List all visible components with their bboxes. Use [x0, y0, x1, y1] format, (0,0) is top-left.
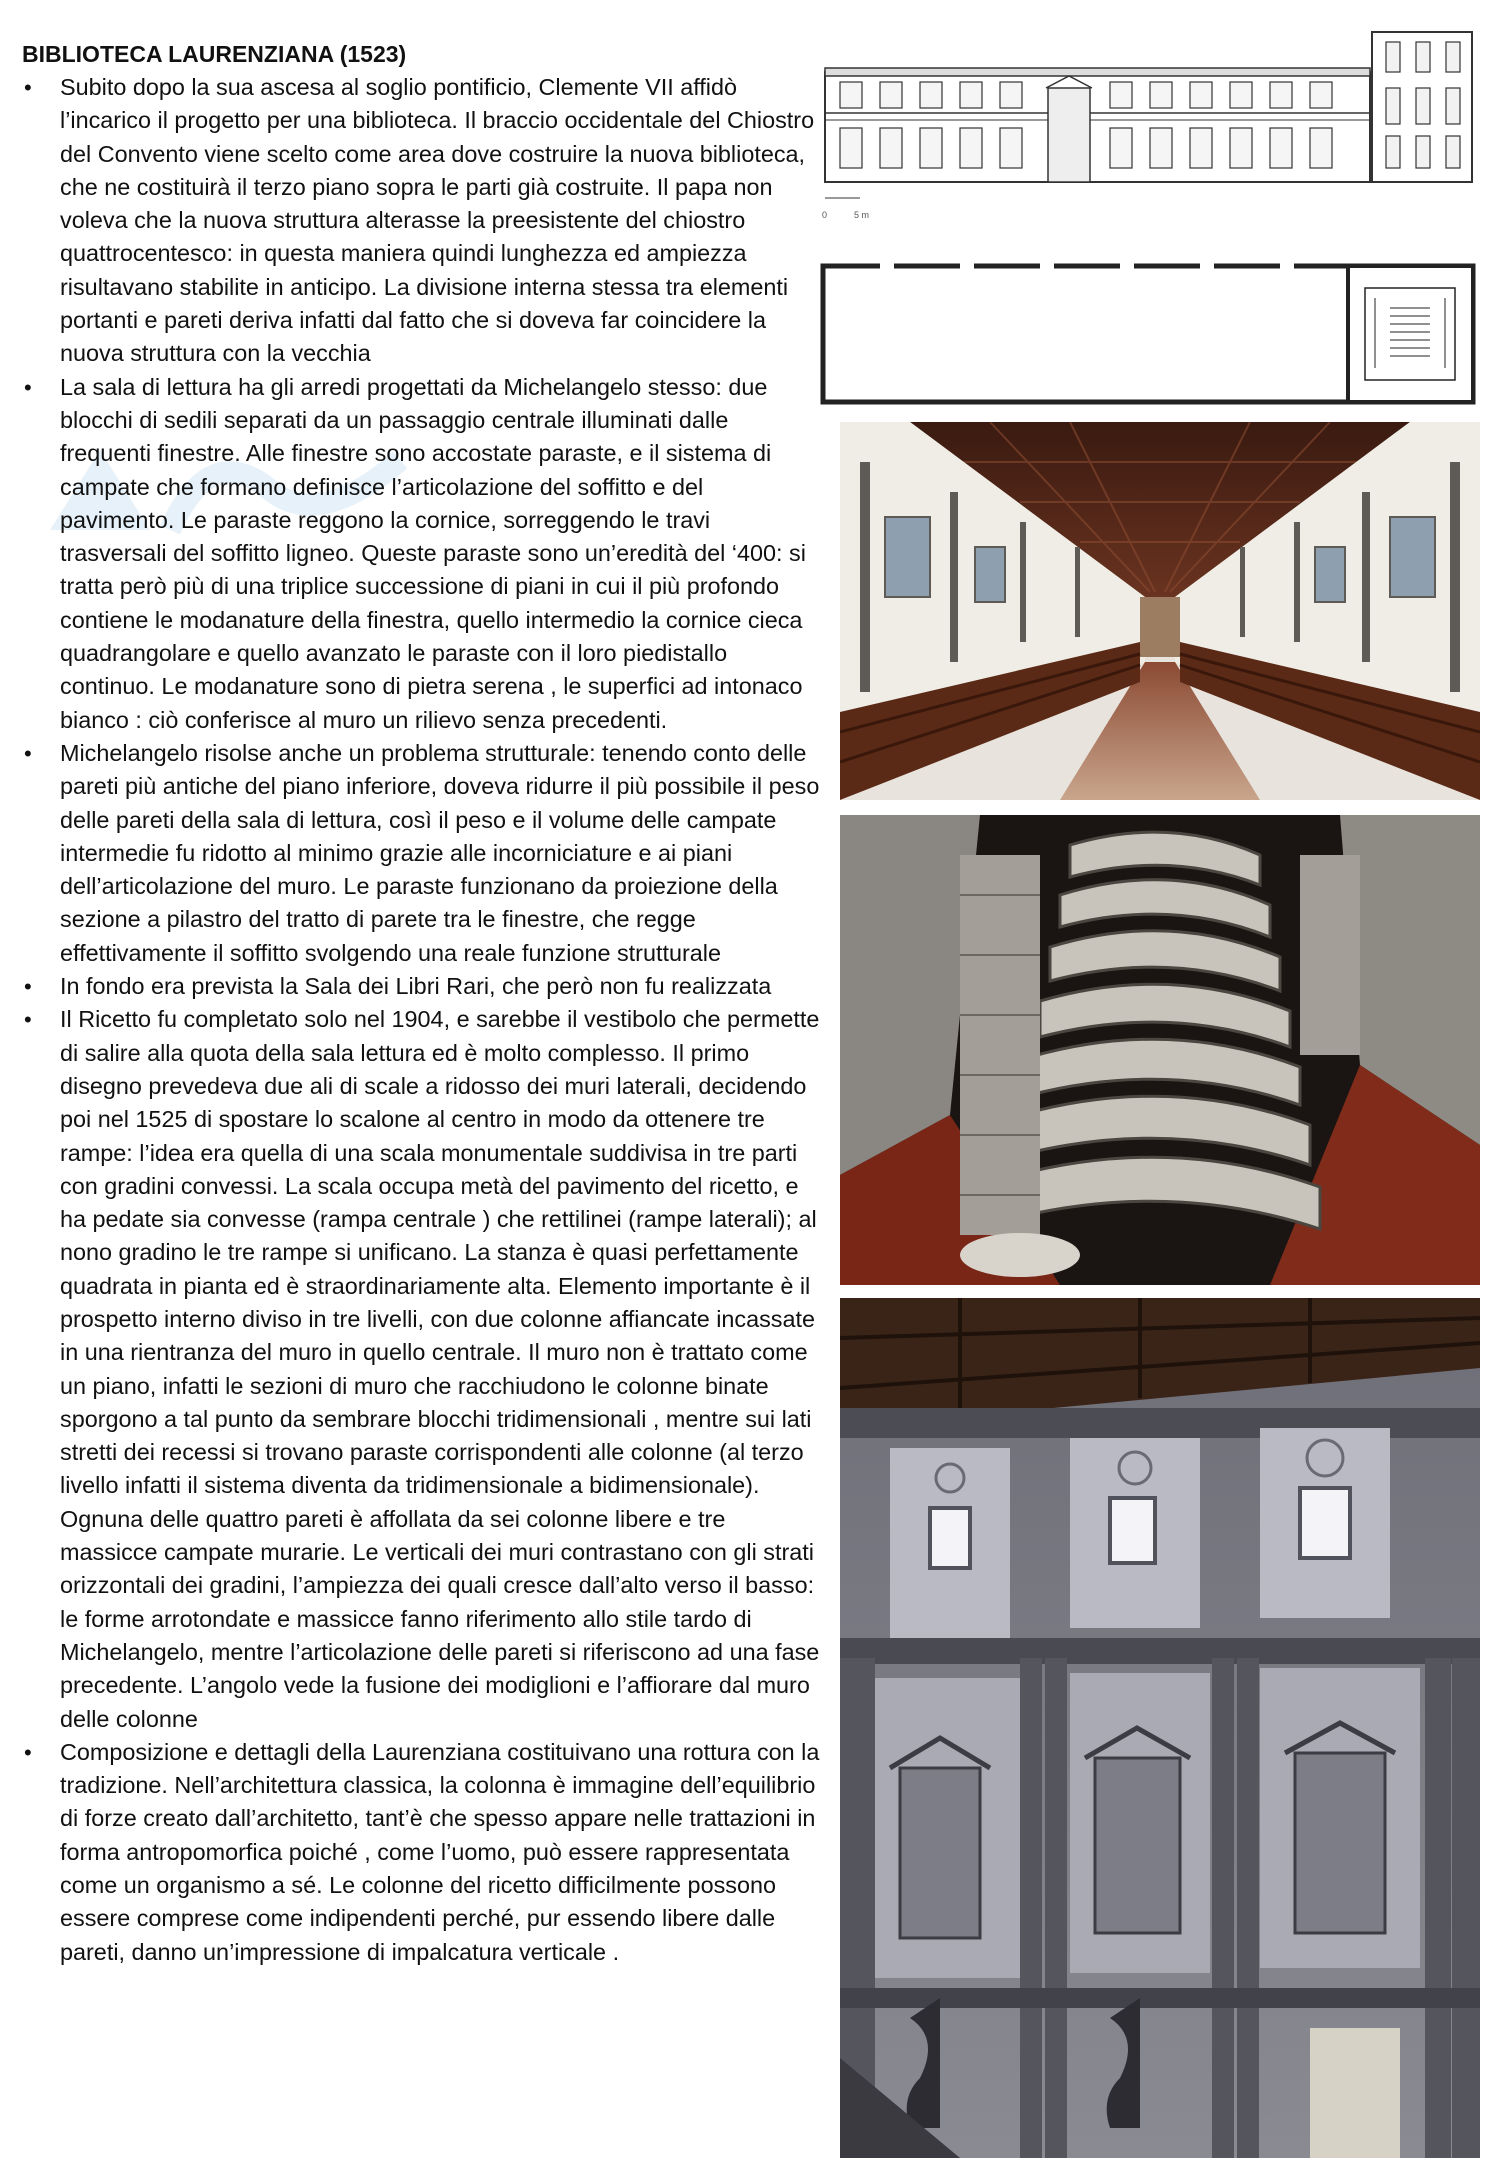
- scale-label-meters: 5 m: [854, 210, 870, 220]
- page-title: BIBLIOTECA LAURENZIANA (1523): [22, 41, 407, 67]
- staircase-photo: [840, 815, 1480, 1285]
- bullet-item: • In fondo era prevista la Sala dei Libri Rari, che però non fu realizzata: [22, 970, 822, 1003]
- bullet-item: • Composizione e dettagli della Laurenziana costituivano una rottura con la tradizione. Nell’architettura classica, la colonna è immagine dell’equilibrio di forze creato dall’architetto, tant’è che spesso appare nelle trattazioni in forma antropomorfica poiché , come l’uomo, può essere rappresentata come un organismo a sé. Le colonne del ricetto difficilmente possono essere comprese come indipendenti perché, pur essendo libere dalle pareti, danno un’impressione di impalcatura verticale .: [22, 1736, 822, 1969]
- elevation-drawing: [820, 28, 1480, 228]
- reading-room-photo: [840, 422, 1480, 800]
- scale-label-zero: 0: [822, 210, 828, 220]
- bullet-list: [22, 71, 822, 1969]
- bullet-item: • La sala di lettura ha gli arredi progettati da Michelangelo stesso: due blocchi di sedili separati da un passaggio centrale illuminati dalle frequenti finestre. Alle finestre sono accostate paraste, e il sistema di campate che formano definisce l’articolazione del soffitto e del pavimento. Le paraste reggono la cornice, sorreggendo le travi trasversali del soffitto ligneo. Queste paraste sono un’eredità del ‘400: si tratta però più di una triplice successione di piani in cui il più profondo contiene le modanature della finestra, quello intermedio la cornice cieca quadrangolare e quello avanzato le paraste con il loro piedistallo continuo. Le modanature sono di pietra serena , le superfici ad intonaco bianco : ciò conferisce al muro un rilievo senza precedenti.: [22, 371, 822, 737]
- plan-drawing: [820, 258, 1480, 408]
- bullet-item: • Michelangelo risolse anche un problema strutturale: tenendo conto delle pareti più antiche del piano inferiore, doveva ridurre il più possibile il peso delle pareti della sala di lettura, così il peso e il volume delle campate intermedie fu ridotto al minimo grazie alle incorniciature e ai piani dell’articolazione del muro. Le paraste funzionano da proiezione della sezione a pilastro del tratto di parete tra le finestre, che regge effettivamente il soffitto svolgendo una reale funzione strutturale: [22, 737, 822, 970]
- ricetto-walls-photo: [840, 1298, 1480, 2158]
- bullet-item: • Il Ricetto fu completato solo nel 1904, e sarebbe il vestibolo che permette di salire alla quota della sala lettura ed è molto complesso. Il primo disegno prevedeva due ali di scale a ridosso dei muri laterali, decidendo poi nel 1525 di spostare lo scalone al centro in modo da ottenere tre rampe: l’idea era quella di una scala monumentale suddivisa in tre parti con gradini convessi. La scala occupa metà del pavimento del ricetto, e ha pedate sia convesse (rampa centrale ) che rettilinei (rampe laterali); al nono gradino le tre rampe si unificano. La stanza è quasi perfettamente quadrata in pianta ed è straordinariamente alta. Elemento importante è il prospetto interno diviso in tre livelli, con due colonne affiancate incassate in una rientranza del muro in quello centrale. Il muro non è trattato come un piano, infatti le sezioni di muro che racchiudono le colonne binate sporgono a tal punto da sembrare blocchi tridimensionali , mentre sui lati stretti dei recessi si trovano paraste corrispondenti alle colonne (al terzo livello infatti il sistema diventa da tridimensionale a bidimensionale). Ognuna delle quattro pareti è affollata da sei colonne libere e tre massicce campate murarie. Le verticali dei muri contrastano con gli strati orizzontali dei gradini, l’ampiezza dei quali cresce dall’alto verso il basso: le forme arrotondate e massicce fanno riferimento allo stile tardo di Michelangelo, mentre l’articolazione delle pareti si riferiscono ad una fase precedente. L’angolo vede la fusione dei modiglioni e l’affiorare dal muro delle colonne: [22, 1003, 822, 1736]
- text-column: [22, 38, 822, 1969]
- bullet-item: • Subito dopo la sua ascesa al soglio pontificio, Clemente VII affidò l’incarico il progetto per una biblioteca. Il braccio occidentale del Chiostro del Convento viene scelto come area dove costruire la nuova biblioteca, che ne costituirà il terzo piano sopra le parti già costruite. Il papa non voleva che la nuova struttura alterasse la preesistente del chiostro quattrocentesco: in questa maniera quindi lunghezza ed ampiezza risultavano stabilite in anticipo. La divisione interna stessa tra elementi portanti e pareti deriva infatti dal fatto che si doveva far coincidere la nuova struttura con la vecchia: [22, 71, 822, 371]
